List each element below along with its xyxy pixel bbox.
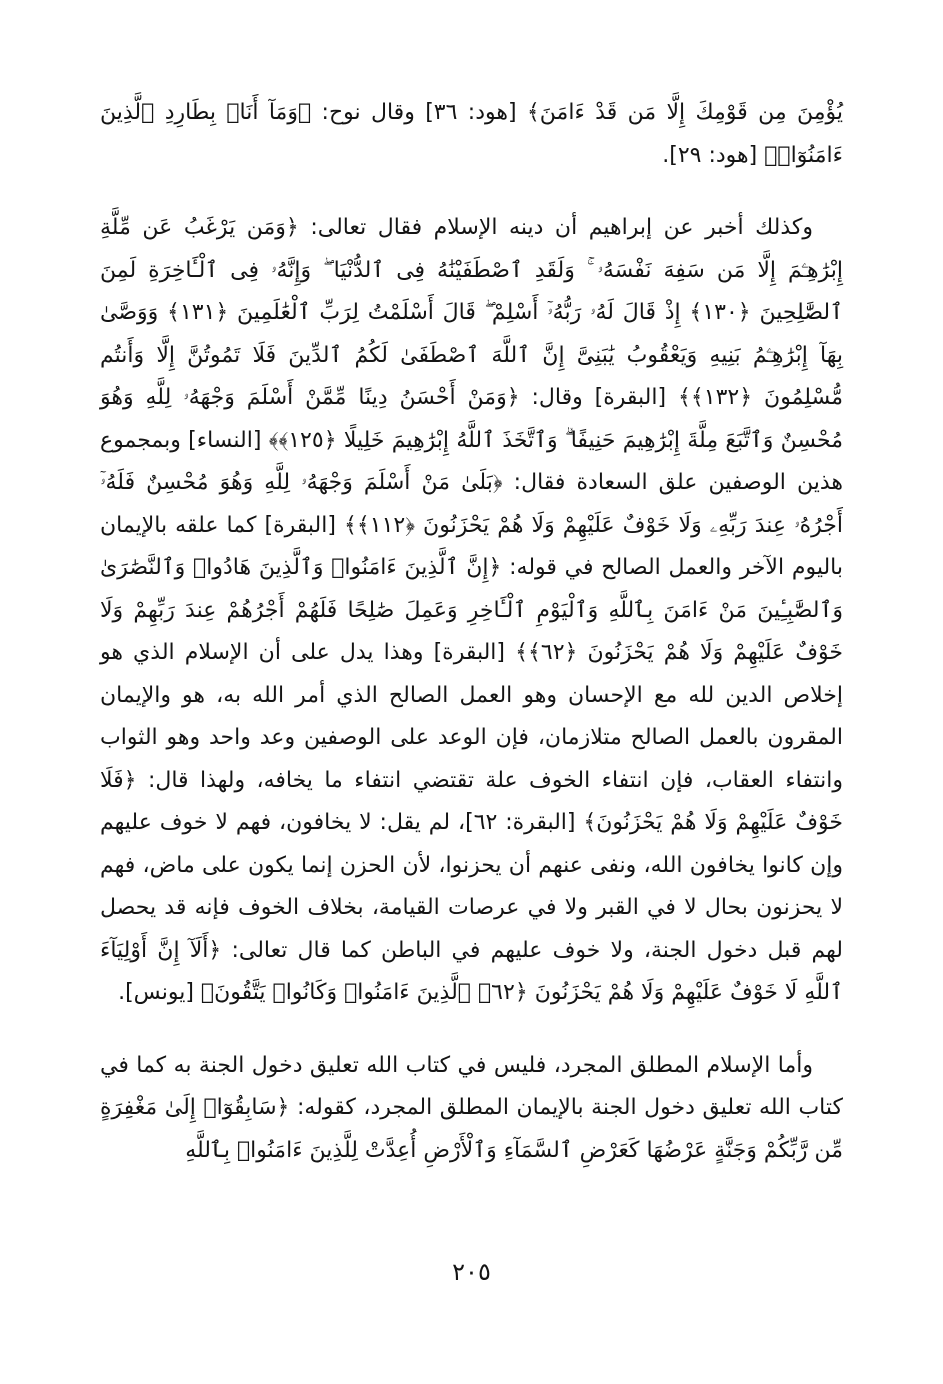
paragraph-2: وكذلك أخبر عن إبراهيم أن دينه الإسلام فقال تعالى: ﴿وَمَن يَرْغَبُ عَن مِّلَّةِ إِبْرَٰهِـۧمَ إِلَّا مَن سَفِهَ نَفْسَهُۥ ۚ وَلَقَدِ ٱصْطَفَيْنَٰهُ فِى ٱلدُّنْيَا ۖ وَإِنَّهُۥ فِى ٱلْـَٔاخِرَةِ لَمِنَ ٱلصَّٰلِحِينَ ﴿١٣٠﴾ إِذْ قَالَ لَهُۥ رَبُّهُۥٓ أَسْلِمْ ۖ قَالَ أَسْلَمْتُ لِرَبِّ ٱلْعَٰلَمِينَ ﴿١٣١﴾ وَوَصَّىٰ بِهَآ إِبْرَٰهِـۧمُ بَنِيهِ وَيَعْقُوبُ يَٰبَنِىَّ إِنَّ ٱللَّهَ ٱصْطَفَىٰ لَكُمُ ٱلدِّينَ فَلَا تَمُوتُنَّ إِلَّا وَأَنتُم مُّسْلِمُونَ ﴿١٣٢﴾﴾ [البقرة] وقال: ﴿وَمَنْ أَحْسَنُ دِينًا مِّمَّنْ أَسْلَمَ وَجْهَهُۥ لِلَّهِ وَهُوَ مُحْسِنٌ وَٱتَّبَعَ مِلَّةَ إِبْرَٰهِيمَ حَنِيفًا ۗ وَٱتَّخَذَ ٱللَّهُ إِبْرَٰهِيمَ خَلِيلًا ﴿١٢٥﴾﴾ [النساء] وبمجموع هذين الوصفين علق السعادة فقال: ﴿بَلَىٰ مَنْ أَسْلَمَ وَجْهَهُۥ لِلَّهِ وَهُوَ مُحْسِنٌ فَلَهُۥٓ أَجْرُهُۥ عِندَ رَبِّهِۦ وَلَا خَوْفٌ عَلَيْهِمْ وَلَا هُمْ يَحْزَنُونَ ﴿١١٢﴾﴾ [البقرة] كما علقه بالإيمان باليوم الآخر والعمل الصالح في قوله: ﴿إِنَّ ٱلَّذِينَ ءَامَنُوا۟ وَٱلَّذِينَ هَادُوا۟ وَٱلنَّصَٰرَىٰ وَٱلصَّٰبِـِٔينَ مَنْ ءَامَنَ بِٱللَّهِ وَٱلْيَوْمِ ٱلْـَٔاخِرِ وَعَمِلَ صَٰلِحًا فَلَهُمْ أَجْرُهُمْ عِندَ رَبِّهِمْ وَلَا خَوْفٌ عَلَيْهِمْ وَلَا هُمْ يَحْزَنُونَ ﴿٦٢﴾﴾ [البقرة] وهذا يدل على أن الإسلام الذي هو إخلاص الدين لله مع الإحسان وهو العمل الصالح الذي أمر الله به، هو والإيمان المقرون بالعمل الصالح متلازمان، فإن الوعد على الوصفين وعد واحد وهو الثواب وانتفاء العقاب، فإن انتفاء الخوف علة تقتضي انتفاء ما يخافه، ولهذا قال: ﴿فَلَا خَوْفٌ عَلَيْهِمْ وَلَا هُمْ يَحْزَنُونَ﴾ [البقرة: ٦٢]، لم يقل: لا يخافون، فهم لا خوف عليهم وإن كانوا يخافون الله، ونفى عنهم أن يحزنوا، لأن الحزن إنما يكون على ماض، فهم لا يحزنون بحال لا في القبر ولا في عرصات القيامة، بخلاف الخوف فإنه قد يحصل لهم قبل دخول الجنة، ولا خوف عليهم في الباطن كما قال تعالى: ﴿أَلَآ إِنَّ أَوْلِيَآءَ ٱللَّهِ لَا خَوْفٌ عَلَيْهِمْ وَلَا هُمْ يَحْزَنُونَ ﴿٦٢﴾ ٱلَّذِينَ ءَامَنُوا۟ وَكَانُوا۟ يَتَّقُونَ﴾ [يونس]. — [100, 215, 844, 1005]
body-text — [100, 92, 843, 1172]
page-number: ٢٠٥ — [452, 1258, 491, 1286]
paragraph-3: وأما الإسلام المطلق المجرد، فليس في كتاب الله تعليق دخول الجنة به كما في كتاب الله تعليق دخول الجنة بالإيمان المطلق المجرد، كقوله: ﴿سَابِقُوٓا۟ إِلَىٰ مَغْفِرَةٍ مِّن رَّبِّكُمْ وَجَنَّةٍ عَرْضُهَا كَعَرْضِ ٱلسَّمَآءِ وَٱلْأَرْضِ أُعِدَّتْ لِلَّذِينَ ءَامَنُوا۟ بِٱللَّهِ — [100, 1052, 843, 1163]
paragraph-1: يُؤْمِنَ مِن قَوْمِكَ إِلَّا مَن قَدْ ءَامَنَ﴾ [هود: ٣٦] وقال نوح: ﴿وَمَآ أَنَا۠ بِطَارِدِ ٱلَّذِينَ ءَامَنُوٓا۟﴾ [هود: ٢٩]. — [100, 100, 843, 168]
